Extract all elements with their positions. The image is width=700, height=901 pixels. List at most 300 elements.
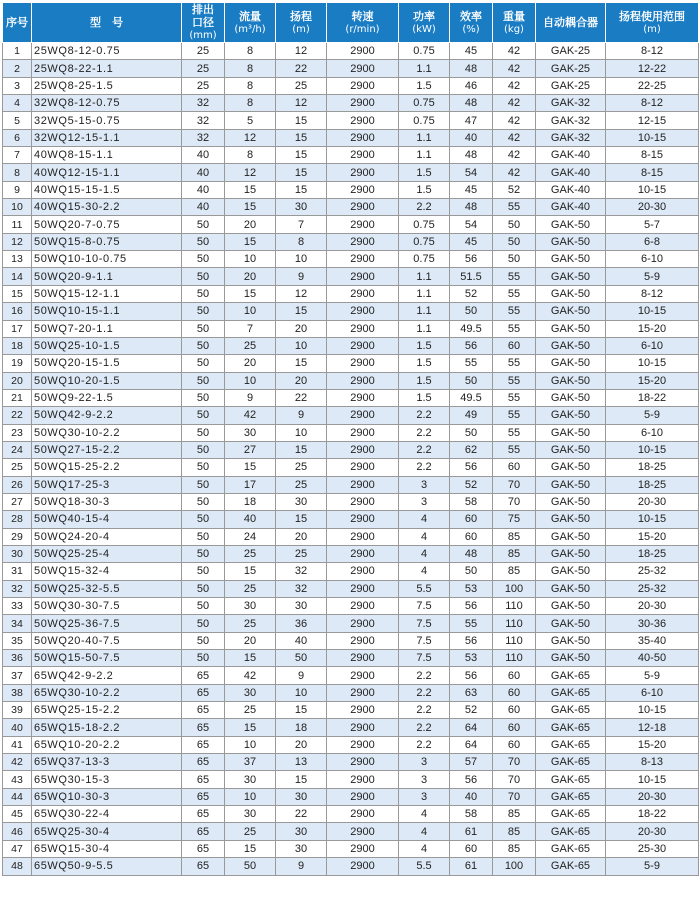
header-flow xyxy=(225,3,276,43)
cell-model: 32WQ5-15-0.75 xyxy=(32,112,182,129)
cell-index: 2 xyxy=(3,60,32,77)
cell-head-range: 20-30 xyxy=(606,493,699,510)
cell-model: 50WQ25-10-1.5 xyxy=(32,337,182,354)
cell-auto-coupler: GAK-65 xyxy=(536,719,606,736)
table-row xyxy=(3,181,699,198)
cell-power: 7.5 xyxy=(399,650,450,667)
cell-model: 50WQ27-15-2.2 xyxy=(32,441,182,458)
cell-power: 1.1 xyxy=(399,303,450,320)
cell-weight: 85 xyxy=(493,528,536,545)
cell-flow: 8 xyxy=(225,147,276,164)
cell-power: 1.5 xyxy=(399,164,450,181)
cell-speed: 2900 xyxy=(327,320,399,337)
cell-model: 32WQ8-12-0.75 xyxy=(32,95,182,112)
cell-head-range: 5-9 xyxy=(606,858,699,875)
cell-weight: 75 xyxy=(493,511,536,528)
cell-efficiency: 60 xyxy=(450,528,493,545)
cell-head-range: 15-20 xyxy=(606,372,699,389)
cell-power: 1.5 xyxy=(399,372,450,389)
cell-power: 5.5 xyxy=(399,580,450,597)
cell-outlet-diameter: 65 xyxy=(182,754,225,771)
cell-auto-coupler: GAK-50 xyxy=(536,598,606,615)
cell-head: 10 xyxy=(276,251,327,268)
cell-efficiency: 64 xyxy=(450,736,493,753)
cell-outlet-diameter: 32 xyxy=(182,129,225,146)
cell-model: 50WQ24-20-4 xyxy=(32,528,182,545)
table-row xyxy=(3,650,699,667)
cell-index: 23 xyxy=(3,424,32,441)
cell-weight: 85 xyxy=(493,806,536,823)
cell-head: 22 xyxy=(276,389,327,406)
table-row xyxy=(3,355,699,372)
cell-head: 25 xyxy=(276,545,327,562)
header-weight-label: 重量 xyxy=(503,9,525,23)
table-row xyxy=(3,268,699,285)
cell-model: 50WQ40-15-4 xyxy=(32,511,182,528)
cell-flow: 8 xyxy=(225,95,276,112)
cell-index: 8 xyxy=(3,164,32,181)
header-head-range-label: 扬程使用范围 xyxy=(619,9,685,23)
cell-efficiency: 50 xyxy=(450,303,493,320)
cell-head-range: 6-10 xyxy=(606,337,699,354)
table-row xyxy=(3,372,699,389)
cell-speed: 2900 xyxy=(327,181,399,198)
table-row xyxy=(3,702,699,719)
cell-auto-coupler: GAK-65 xyxy=(536,736,606,753)
cell-speed: 2900 xyxy=(327,615,399,632)
cell-model: 50WQ30-10-2.2 xyxy=(32,424,182,441)
cell-power: 2.2 xyxy=(399,684,450,701)
cell-flow: 20 xyxy=(225,355,276,372)
cell-auto-coupler: GAK-50 xyxy=(536,511,606,528)
cell-model: 50WQ15-12-1.1 xyxy=(32,285,182,302)
cell-flow: 30 xyxy=(225,771,276,788)
table-row xyxy=(3,858,699,875)
cell-power: 2.2 xyxy=(399,441,450,458)
cell-auto-coupler: GAK-25 xyxy=(536,77,606,94)
cell-index: 30 xyxy=(3,545,32,562)
cell-outlet-diameter: 50 xyxy=(182,251,225,268)
cell-speed: 2900 xyxy=(327,147,399,164)
cell-outlet-diameter: 50 xyxy=(182,598,225,615)
cell-outlet-diameter: 65 xyxy=(182,823,225,840)
cell-weight: 110 xyxy=(493,632,536,649)
cell-weight: 85 xyxy=(493,563,536,580)
cell-efficiency: 55 xyxy=(450,615,493,632)
cell-outlet-diameter: 65 xyxy=(182,684,225,701)
cell-weight: 70 xyxy=(493,493,536,510)
table-row xyxy=(3,493,699,510)
table-row xyxy=(3,95,699,112)
cell-head: 9 xyxy=(276,268,327,285)
cell-weight: 100 xyxy=(493,580,536,597)
table-body xyxy=(3,43,699,876)
cell-speed: 2900 xyxy=(327,511,399,528)
cell-outlet-diameter: 32 xyxy=(182,95,225,112)
cell-outlet-diameter: 50 xyxy=(182,355,225,372)
cell-model: 50WQ25-36-7.5 xyxy=(32,615,182,632)
cell-power: 2.2 xyxy=(399,459,450,476)
cell-flow: 15 xyxy=(225,563,276,580)
cell-auto-coupler: GAK-50 xyxy=(536,528,606,545)
table-row xyxy=(3,407,699,424)
table-row xyxy=(3,164,699,181)
cell-head: 40 xyxy=(276,632,327,649)
cell-efficiency: 50 xyxy=(450,563,493,580)
cell-power: 1.1 xyxy=(399,320,450,337)
cell-efficiency: 49 xyxy=(450,407,493,424)
cell-head-range: 5-9 xyxy=(606,667,699,684)
cell-efficiency: 56 xyxy=(450,459,493,476)
cell-efficiency: 56 xyxy=(450,667,493,684)
cell-head: 30 xyxy=(276,199,327,216)
cell-efficiency: 60 xyxy=(450,511,493,528)
cell-outlet-diameter: 25 xyxy=(182,77,225,94)
cell-auto-coupler: GAK-25 xyxy=(536,60,606,77)
cell-outlet-diameter: 50 xyxy=(182,615,225,632)
pump-spec-table-container xyxy=(2,2,698,876)
cell-auto-coupler: GAK-32 xyxy=(536,95,606,112)
cell-index: 20 xyxy=(3,372,32,389)
cell-head-range: 18-25 xyxy=(606,476,699,493)
cell-head-range: 40-50 xyxy=(606,650,699,667)
cell-index: 40 xyxy=(3,719,32,736)
cell-efficiency: 49.5 xyxy=(450,389,493,406)
table-row xyxy=(3,441,699,458)
table-row xyxy=(3,303,699,320)
cell-flow: 42 xyxy=(225,407,276,424)
cell-efficiency: 48 xyxy=(450,545,493,562)
cell-flow: 15 xyxy=(225,650,276,667)
cell-outlet-diameter: 65 xyxy=(182,771,225,788)
cell-index: 1 xyxy=(3,43,32,60)
cell-efficiency: 61 xyxy=(450,823,493,840)
cell-outlet-diameter: 65 xyxy=(182,858,225,875)
cell-weight: 55 xyxy=(493,407,536,424)
cell-efficiency: 50 xyxy=(450,424,493,441)
cell-outlet-diameter: 50 xyxy=(182,216,225,233)
cell-flow: 15 xyxy=(225,181,276,198)
cell-auto-coupler: GAK-50 xyxy=(536,268,606,285)
cell-weight: 60 xyxy=(493,459,536,476)
cell-flow: 42 xyxy=(225,667,276,684)
cell-head: 10 xyxy=(276,337,327,354)
cell-model: 65WQ15-18-2.2 xyxy=(32,719,182,736)
cell-model: 50WQ25-32-5.5 xyxy=(32,580,182,597)
cell-model: 65WQ30-22-4 xyxy=(32,806,182,823)
cell-flow: 12 xyxy=(225,164,276,181)
table-header-row xyxy=(3,3,699,43)
cell-model: 25WQ8-25-1.5 xyxy=(32,77,182,94)
cell-flow: 15 xyxy=(225,719,276,736)
cell-model: 65WQ25-15-2.2 xyxy=(32,702,182,719)
cell-head-range: 10-15 xyxy=(606,441,699,458)
cell-speed: 2900 xyxy=(327,858,399,875)
cell-weight: 110 xyxy=(493,598,536,615)
cell-flow: 30 xyxy=(225,806,276,823)
cell-outlet-diameter: 50 xyxy=(182,563,225,580)
cell-outlet-diameter: 50 xyxy=(182,424,225,441)
table-row xyxy=(3,459,699,476)
cell-efficiency: 61 xyxy=(450,858,493,875)
cell-head-range: 8-12 xyxy=(606,43,699,60)
cell-head: 22 xyxy=(276,60,327,77)
cell-flow: 8 xyxy=(225,43,276,60)
cell-auto-coupler: GAK-50 xyxy=(536,615,606,632)
table-row xyxy=(3,806,699,823)
cell-flow: 50 xyxy=(225,858,276,875)
cell-head-range: 22-25 xyxy=(606,77,699,94)
cell-index: 45 xyxy=(3,806,32,823)
cell-power: 3 xyxy=(399,493,450,510)
cell-outlet-diameter: 50 xyxy=(182,476,225,493)
table-row xyxy=(3,684,699,701)
cell-power: 2.2 xyxy=(399,199,450,216)
cell-index: 16 xyxy=(3,303,32,320)
header-efficiency xyxy=(450,3,493,43)
header-flow-unit: (m³/h) xyxy=(234,23,266,35)
cell-head: 20 xyxy=(276,528,327,545)
cell-index: 10 xyxy=(3,199,32,216)
cell-efficiency: 60 xyxy=(450,840,493,857)
cell-speed: 2900 xyxy=(327,528,399,545)
cell-index: 6 xyxy=(3,129,32,146)
cell-auto-coupler: GAK-65 xyxy=(536,684,606,701)
cell-auto-coupler: GAK-40 xyxy=(536,164,606,181)
cell-model: 50WQ17-25-3 xyxy=(32,476,182,493)
cell-flow: 8 xyxy=(225,60,276,77)
cell-index: 37 xyxy=(3,667,32,684)
cell-speed: 2900 xyxy=(327,268,399,285)
cell-head: 32 xyxy=(276,563,327,580)
cell-model: 50WQ25-25-4 xyxy=(32,545,182,562)
cell-head-range: 5-9 xyxy=(606,268,699,285)
cell-index: 35 xyxy=(3,632,32,649)
cell-model: 50WQ15-50-7.5 xyxy=(32,650,182,667)
cell-power: 1.5 xyxy=(399,181,450,198)
cell-index: 22 xyxy=(3,407,32,424)
cell-efficiency: 54 xyxy=(450,164,493,181)
table-row xyxy=(3,511,699,528)
cell-head: 7 xyxy=(276,216,327,233)
cell-head-range: 5-9 xyxy=(606,407,699,424)
cell-power: 3 xyxy=(399,771,450,788)
cell-index: 24 xyxy=(3,441,32,458)
cell-flow: 37 xyxy=(225,754,276,771)
cell-efficiency: 45 xyxy=(450,181,493,198)
cell-speed: 2900 xyxy=(327,684,399,701)
cell-power: 3 xyxy=(399,476,450,493)
cell-head-range: 20-30 xyxy=(606,199,699,216)
cell-efficiency: 58 xyxy=(450,806,493,823)
cell-auto-coupler: GAK-65 xyxy=(536,840,606,857)
cell-outlet-diameter: 25 xyxy=(182,60,225,77)
cell-head-range: 8-15 xyxy=(606,164,699,181)
cell-index: 17 xyxy=(3,320,32,337)
cell-weight: 50 xyxy=(493,251,536,268)
cell-outlet-diameter: 65 xyxy=(182,736,225,753)
cell-index: 31 xyxy=(3,563,32,580)
cell-efficiency: 56 xyxy=(450,251,493,268)
cell-efficiency: 56 xyxy=(450,337,493,354)
cell-speed: 2900 xyxy=(327,129,399,146)
cell-head-range: 10-15 xyxy=(606,355,699,372)
header-head-unit: (m) xyxy=(292,23,310,35)
cell-weight: 42 xyxy=(493,43,536,60)
cell-speed: 2900 xyxy=(327,43,399,60)
header-model-label: 型 号 xyxy=(90,16,123,29)
cell-head: 22 xyxy=(276,806,327,823)
cell-auto-coupler: GAK-50 xyxy=(536,563,606,580)
cell-auto-coupler: GAK-50 xyxy=(536,216,606,233)
cell-head-range: 8-15 xyxy=(606,147,699,164)
cell-flow: 17 xyxy=(225,476,276,493)
cell-speed: 2900 xyxy=(327,788,399,805)
cell-model: 50WQ9-22-1.5 xyxy=(32,389,182,406)
cell-efficiency: 48 xyxy=(450,60,493,77)
cell-speed: 2900 xyxy=(327,285,399,302)
cell-speed: 2900 xyxy=(327,424,399,441)
cell-weight: 85 xyxy=(493,823,536,840)
cell-efficiency: 45 xyxy=(450,43,493,60)
cell-head-range: 15-20 xyxy=(606,320,699,337)
cell-head-range: 6-10 xyxy=(606,424,699,441)
cell-model: 40WQ15-30-2.2 xyxy=(32,199,182,216)
cell-head-range: 12-15 xyxy=(606,112,699,129)
cell-weight: 42 xyxy=(493,164,536,181)
cell-speed: 2900 xyxy=(327,337,399,354)
cell-power: 1.1 xyxy=(399,268,450,285)
cell-outlet-diameter: 50 xyxy=(182,441,225,458)
cell-index: 18 xyxy=(3,337,32,354)
cell-weight: 85 xyxy=(493,840,536,857)
cell-speed: 2900 xyxy=(327,736,399,753)
cell-efficiency: 49.5 xyxy=(450,320,493,337)
cell-flow: 25 xyxy=(225,702,276,719)
cell-head: 12 xyxy=(276,285,327,302)
cell-index: 14 xyxy=(3,268,32,285)
cell-speed: 2900 xyxy=(327,303,399,320)
header-head-range xyxy=(606,3,699,43)
cell-flow: 15 xyxy=(225,459,276,476)
cell-head: 15 xyxy=(276,147,327,164)
cell-efficiency: 54 xyxy=(450,216,493,233)
cell-model: 50WQ18-30-3 xyxy=(32,493,182,510)
cell-auto-coupler: GAK-65 xyxy=(536,667,606,684)
cell-head-range: 25-30 xyxy=(606,840,699,857)
cell-index: 41 xyxy=(3,736,32,753)
cell-head-range: 8-13 xyxy=(606,754,699,771)
cell-index: 19 xyxy=(3,355,32,372)
cell-model: 40WQ15-15-1.5 xyxy=(32,181,182,198)
cell-head-range: 6-8 xyxy=(606,233,699,250)
cell-flow: 10 xyxy=(225,303,276,320)
cell-flow: 10 xyxy=(225,788,276,805)
cell-auto-coupler: GAK-40 xyxy=(536,199,606,216)
table-row xyxy=(3,216,699,233)
cell-head-range: 8-12 xyxy=(606,95,699,112)
table-row xyxy=(3,545,699,562)
cell-head-range: 12-22 xyxy=(606,60,699,77)
cell-index: 11 xyxy=(3,216,32,233)
cell-speed: 2900 xyxy=(327,407,399,424)
cell-flow: 10 xyxy=(225,372,276,389)
cell-auto-coupler: GAK-50 xyxy=(536,632,606,649)
cell-weight: 60 xyxy=(493,337,536,354)
cell-flow: 5 xyxy=(225,112,276,129)
cell-speed: 2900 xyxy=(327,702,399,719)
cell-head: 12 xyxy=(276,95,327,112)
cell-index: 33 xyxy=(3,598,32,615)
cell-outlet-diameter: 50 xyxy=(182,268,225,285)
cell-weight: 60 xyxy=(493,736,536,753)
cell-index: 12 xyxy=(3,233,32,250)
cell-speed: 2900 xyxy=(327,216,399,233)
cell-flow: 10 xyxy=(225,736,276,753)
cell-head-range: 10-15 xyxy=(606,181,699,198)
cell-weight: 70 xyxy=(493,754,536,771)
cell-head-range: 12-18 xyxy=(606,719,699,736)
cell-model: 50WQ20-9-1.1 xyxy=(32,268,182,285)
table-row xyxy=(3,337,699,354)
cell-head: 10 xyxy=(276,424,327,441)
cell-weight: 70 xyxy=(493,476,536,493)
cell-model: 65WQ37-13-3 xyxy=(32,754,182,771)
cell-weight: 70 xyxy=(493,788,536,805)
cell-power: 4 xyxy=(399,511,450,528)
cell-weight: 55 xyxy=(493,372,536,389)
header-flow-label: 流量 xyxy=(239,9,261,23)
cell-auto-coupler: GAK-65 xyxy=(536,806,606,823)
cell-auto-coupler: GAK-50 xyxy=(536,650,606,667)
cell-auto-coupler: GAK-50 xyxy=(536,407,606,424)
cell-weight: 55 xyxy=(493,199,536,216)
cell-efficiency: 52 xyxy=(450,702,493,719)
table-row xyxy=(3,389,699,406)
cell-head: 15 xyxy=(276,164,327,181)
cell-speed: 2900 xyxy=(327,112,399,129)
table-row xyxy=(3,129,699,146)
cell-flow: 15 xyxy=(225,840,276,857)
cell-efficiency: 40 xyxy=(450,788,493,805)
cell-flow: 20 xyxy=(225,216,276,233)
cell-speed: 2900 xyxy=(327,77,399,94)
cell-power: 4 xyxy=(399,545,450,562)
cell-head: 25 xyxy=(276,476,327,493)
cell-index: 21 xyxy=(3,389,32,406)
cell-power: 4 xyxy=(399,806,450,823)
cell-index: 34 xyxy=(3,615,32,632)
cell-head-range: 10-15 xyxy=(606,702,699,719)
header-auto-coupler-label: 自动耦合器 xyxy=(543,16,598,29)
cell-head: 10 xyxy=(276,684,327,701)
cell-index: 36 xyxy=(3,650,32,667)
cell-weight: 42 xyxy=(493,112,536,129)
cell-outlet-diameter: 65 xyxy=(182,840,225,857)
cell-head-range: 20-30 xyxy=(606,598,699,615)
cell-speed: 2900 xyxy=(327,199,399,216)
header-power-unit: (kW) xyxy=(412,23,436,35)
cell-efficiency: 63 xyxy=(450,684,493,701)
cell-speed: 2900 xyxy=(327,771,399,788)
cell-index: 5 xyxy=(3,112,32,129)
header-speed-unit: (r/min) xyxy=(345,23,380,35)
cell-power: 7.5 xyxy=(399,598,450,615)
cell-power: 2.2 xyxy=(399,407,450,424)
header-speed xyxy=(327,3,399,43)
cell-power: 7.5 xyxy=(399,632,450,649)
cell-model: 50WQ15-8-0.75 xyxy=(32,233,182,250)
